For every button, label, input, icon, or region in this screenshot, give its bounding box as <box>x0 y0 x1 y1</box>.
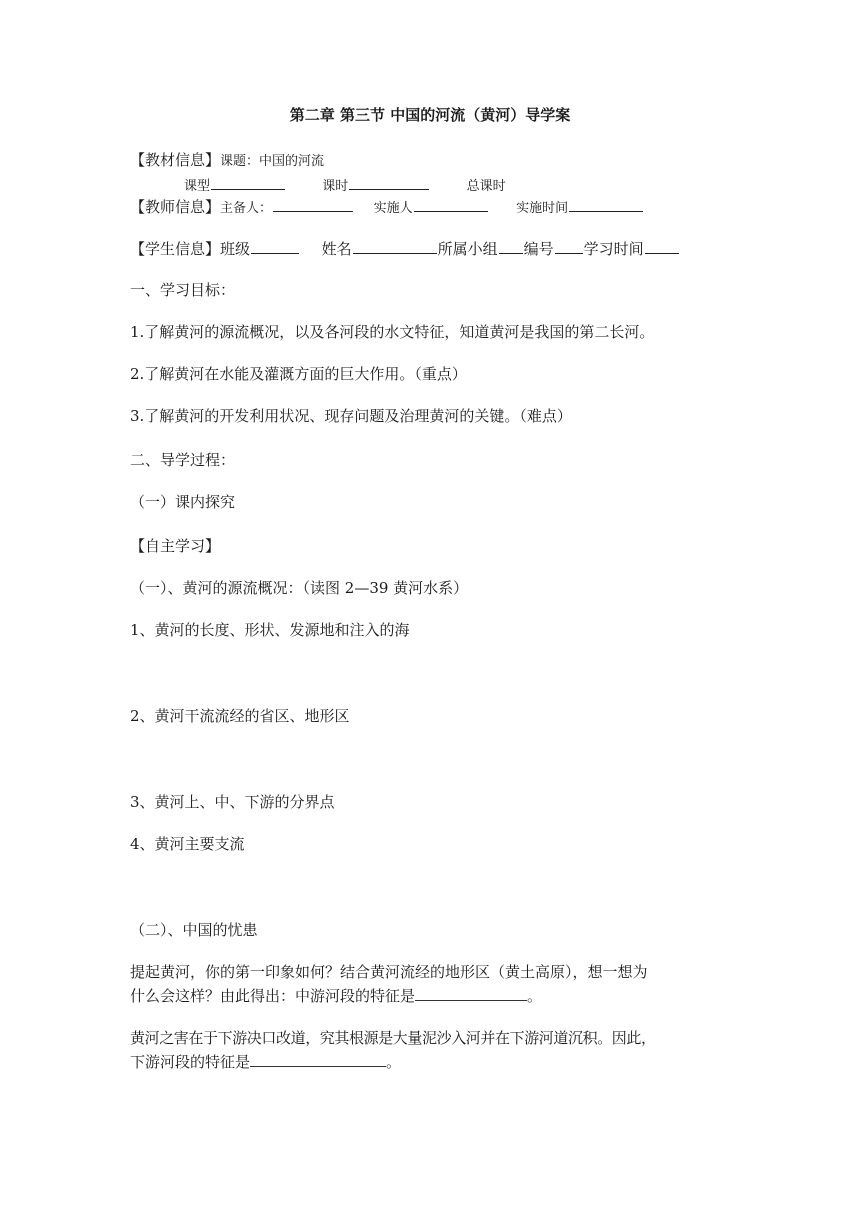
lesson-type-label: 课型 <box>184 179 211 194</box>
impl-time-label: 实施时间 <box>516 201 569 216</box>
in-class-inquiry-heading: （一）课内探究 <box>130 493 236 511</box>
period: 。 <box>386 1053 402 1071</box>
paragraph-lower-reach-line1: 黄河之害在于下游决口改道，究其根源是大量泥沙入河并在下游河道沉积。因此， <box>130 1029 656 1047</box>
goal-item: 2.了解黄河在水能及灌溉方面的巨大作用。（重点） <box>130 365 467 383</box>
student-info-label: 【学生信息】 <box>130 240 221 258</box>
number-label: 编号 <box>523 240 554 258</box>
textbook-info-label: 【教材信息】 <box>130 151 221 169</box>
question-item: 3、黄河上、中、下游的分界点 <box>130 793 335 811</box>
lesson-hours-blank[interactable] <box>349 174 429 190</box>
paragraph-lower-reach-line2 <box>130 1052 401 1072</box>
teacher-info-label: 【教师信息】 <box>130 198 221 216</box>
question-item: 4、黄河主要支流 <box>130 835 245 853</box>
implementer-blank[interactable] <box>414 196 488 212</box>
group-label: 所属小组 <box>437 240 498 258</box>
impl-time-blank[interactable] <box>569 196 643 212</box>
goal-item: 3.了解黄河的开发利用状况、现存问题及治理黄河的关键。（难点） <box>130 407 572 425</box>
lower-reach-prompt: 下游河段的特征是 <box>130 1053 251 1071</box>
lesson-hours-label: 课时 <box>322 179 349 194</box>
question-item: 2、黄河干流流经的省区、地形区 <box>130 707 350 725</box>
question-item: 1、黄河的长度、形状、发源地和注入的海 <box>130 621 410 639</box>
middle-reach-prompt: 什么会这样？由此得出：中游河段的特征是 <box>130 987 416 1005</box>
paragraph-middle-reach-line1: 提起黄河，你的第一印象如何？结合黄河流经的地形区（黄土高原），想一想为 <box>130 963 648 981</box>
class-label: 班级 <box>220 240 251 258</box>
paragraph-middle-reach-line2 <box>130 986 542 1006</box>
implementer-label: 实施人 <box>373 201 413 216</box>
study-time-label: 学习时间 <box>583 240 644 258</box>
goal-item: 1.了解黄河的源流概况，以及各河段的水文特征，知道黄河是我国的第二长河。 <box>130 323 655 341</box>
number-blank[interactable] <box>555 238 583 254</box>
name-blank[interactable] <box>353 238 437 254</box>
section-goals-heading: 一、学习目标： <box>130 281 236 299</box>
class-blank[interactable] <box>251 238 299 254</box>
section-process-heading: 二、导学过程： <box>130 451 236 469</box>
student-info-row <box>130 238 680 259</box>
preparer-label: 主备人： <box>220 201 273 216</box>
lower-reach-answer-blank[interactable] <box>250 1052 386 1067</box>
worries-heading: （二）、中国的忧患 <box>130 921 258 939</box>
total-hours-label: 总课时 <box>466 179 506 194</box>
self-study-heading: 【自主学习】 <box>130 537 221 555</box>
group-blank[interactable] <box>499 238 523 254</box>
topic-label: 课题：中国的河流 <box>220 154 325 169</box>
textbook-info-row <box>130 150 324 172</box>
lesson-type-blank[interactable] <box>211 174 285 190</box>
lesson-type-row <box>184 174 506 197</box>
study-time-blank[interactable] <box>645 238 679 254</box>
middle-reach-answer-blank[interactable] <box>415 986 527 1001</box>
preparer-blank[interactable] <box>273 196 353 212</box>
teacher-info-row <box>130 196 644 219</box>
source-overview-heading: （一）、黄河的源流概况：（读图 2—39 黄河水系） <box>130 579 469 597</box>
period: 。 <box>527 987 543 1005</box>
name-label: 姓名 <box>321 240 352 258</box>
document-title: 第二章 第三节 中国的河流（黄河）导学案 <box>289 106 571 124</box>
